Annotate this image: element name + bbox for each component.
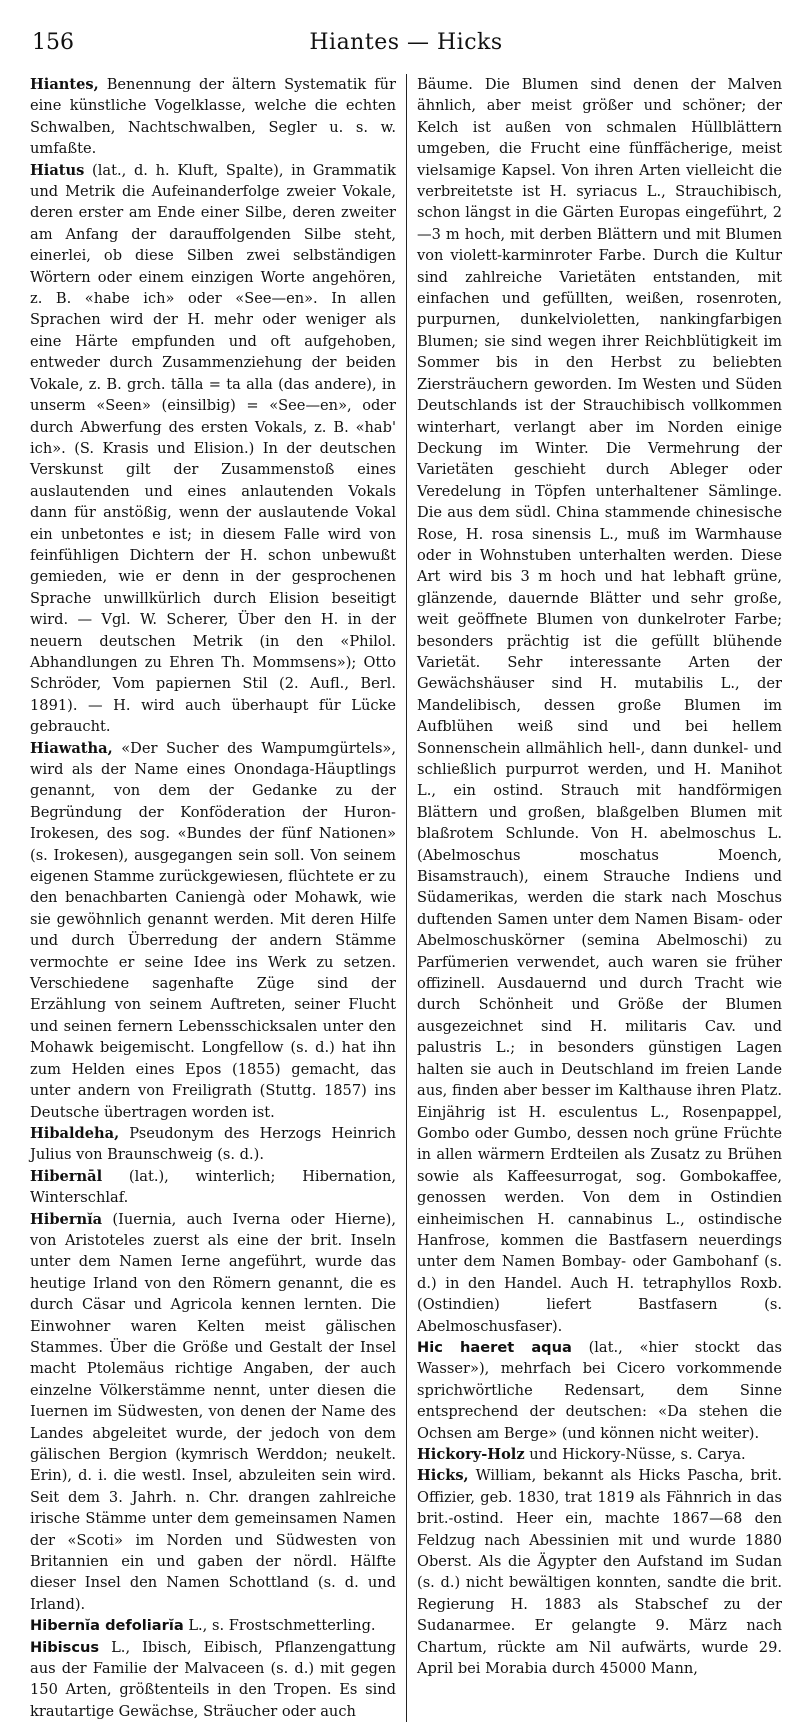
- text-columns: [30, 74, 782, 1722]
- headword: Hicks,: [417, 1467, 469, 1485]
- page-number: 156: [32, 30, 74, 55]
- entry-text: (lat., «hier stockt das Wasser»), mehrfach bei Cicero vorkommende sprichwörtliche Redensart, dem Sinne entsprechend der deutschen: «Da stehen die Ochsen am Berge» (und können nicht weiter).: [417, 1338, 782, 1442]
- entry-text: (lat., d. h. Kluft, Spalte), in Grammatik und Metrik die Aufeinanderfolge zweier Vokale, deren erster am Ende einer Silbe, deren zweiter am Anfang der darauffolgenden Silbe steht, einerlei, ob diese Silben zwei selbständigen Wörtern oder einem einzigen Worte angehören, z. B. «habe ich» oder «See—en». In allen Sprachen wird der H. mehr oder weniger als eine Härte empfunden und oft aufgehoben, entweder durch Zusammenziehung der beiden Vokale, z. B. grch. tālla = ta alla (das andere), in unserm «Seen» (einsilbig) = «See—en», oder durch Abwerfung des ersten Vokals, z. B. «hab' ich». (S. Krasis und Elision.) In der deutschen Verskunst gilt der Zusammenstoß eines auslautenden und eines anlautenden Vokals dann für anstößig, wenn der auslautende Vokal ein unbetontes e ist; in diesem Falle wird von feinfühligen Dichtern der H. schon unbewußt gemieden, wie er denn in der gesprochenen Sprache unwillkürlich durch Elision beseitigt wird. — Vgl. W. Scherer, Über den H. in der neuern deutschen Metrik (in den «Philol. Abhandlungen zu Ehren Th. Mommsens»); Otto Schröder, Vom papiernen Stil (2. Aufl., Berl. 1891). — H. wird auch überhaupt für Lücke gebraucht.: [30, 161, 396, 736]
- entry-hibiscus: [30, 1637, 396, 1722]
- headword: Hiatus: [30, 161, 85, 179]
- entry-hibiscus-continued: [417, 74, 782, 1337]
- entry-hiawatha: [30, 738, 396, 1123]
- page-header: [30, 28, 782, 62]
- headword: Hibernāl: [30, 1167, 103, 1185]
- entry-hiatus: [30, 160, 396, 738]
- entry-text: Benennung der ältern Systematik für eine künstliche Vogelklasse, welche die echten Schwalben, Nachtschwalben, Segler u. s. w. umfaßte.: [30, 76, 396, 158]
- entry-hic-haeret-aqua: [417, 1337, 782, 1444]
- right-column: [406, 74, 782, 1722]
- headword: Hibernĭa: [30, 1210, 103, 1228]
- running-head: Hiantes — Hicks: [309, 30, 503, 55]
- entry-hibernia-defoliaria: [30, 1615, 396, 1636]
- left-column: [30, 74, 406, 1722]
- entry-hibaldeha: [30, 1123, 396, 1166]
- entry-text: (lat.), winterlich; Hibernation, Winterschlaf.: [30, 1167, 396, 1207]
- entry-text: und Hickory-Nüsse, s. Carya.: [524, 1446, 746, 1463]
- headword: Hickory-Holz: [417, 1446, 525, 1463]
- headword: Hibaldeha,: [30, 1124, 120, 1142]
- entry-hibernal: [30, 1166, 396, 1209]
- entry-hickory-holz: [417, 1444, 782, 1465]
- entry-text: «Der Sucher des Wampumgürtels», wird als der Name eines Onondaga-Häuptlings genannt, von dem der Gedanke zu der Begründung der Konföderation der Huron-Irokesen, des sog. «Bundes der fünf Nationen» (s. Irokesen), ausgegangen sein soll. Von seinem eigenen Stamme zurückgewiesen, flüchtete er zu den benachbarten Caniengà oder Mohawk, wie sie gewöhnlich genannt werden. Mit deren Hilfe und durch Überredung der andern Stämme vermochte er seine Idee ins Werk zu setzen. Verschiedene sagenhafte Züge sind der Erzählung von seinem Auftreten, seiner Flucht und seinen fernern Lebensschicksalen unter den Mohawk beigemischt. Longfellow (s. d.) hat ihn zum Helden eines Epos (1855) gemacht, das unter andern von Freiligrath (Stuttg. 1857) ins Deutsche übertragen worden ist.: [30, 739, 396, 1121]
- entry-text: Pseudonym des Herzogs Heinrich Julius von Braunschweig (s. d.).: [30, 1124, 396, 1164]
- headword: Hic haeret aqua: [417, 1338, 572, 1356]
- entry-hicks: [417, 1465, 782, 1679]
- entry-hibernia: [30, 1209, 396, 1616]
- headword: Hibiscus: [30, 1638, 100, 1656]
- entry-text: L., s. Frostschmetterling.: [183, 1617, 376, 1635]
- entry-hiantes: [30, 74, 396, 160]
- entry-text: William, bekannt als Hicks Pascha, brit. Offizier, geb. 1830, trat 1819 als Fähnrich in das brit.-ostind. Heer ein, machte 1867—68 den Feldzug nach Abessinien mit und wurde 1880 Oberst. Als die Ägypter den Aufstand im Sudan (s. d.) nicht bewältigen konnten, sandte die brit. Regierung H. 1883 als Stabschef zu der Sudanarmee. Er gelangte 9. März nach Chartum, rückte am Nil aufwärts, wurde 29. April bei Morabia durch 45000 Mann,: [417, 1467, 782, 1678]
- headword: Hibernĭa defoliarĭa: [30, 1617, 184, 1635]
- headword: Hiantes,: [30, 76, 99, 93]
- entry-text: Bäume. Die Blumen sind denen der Malven ähnlich, aber meist größer und schöner; der Kelch ist außen von schmalen Hüllblättern umgeben, die Frucht eine fünffächerige, meist vielsamige Kapsel. Von ihren Arten vielleicht die verbreitetste ist H. syriacus L., Strauchibisch, schon längst in die Gärten Europas eingeführt, 2—3 m hoch, mit derben Blättern und mit Blumen von violett-karminroter Farbe. Durch die Kultur sind zahlreiche Varietäten entstanden, mit einfachen und gefüllten, weißen, rosenroten, purpurnen, dunkelvioletten, nankingfarbigen Blumen; sie sind wegen ihrer Reichblütigkeit im Sommer bis in den Herbst zu beliebten Ziersträuchern geworden. Im Westen und Süden Deutschlands ist der Strauchibisch vollkommen winterhart, verlangt aber im Norden einige Deckung im Winter. Die Vermehrung der Varietäten geschieht durch Ableger oder Veredelung in Töpfen unterhaltener Sämlinge. Die aus dem südl. China stammende chinesische Rose, H. rosa sinensis L., muß im Warmhause oder in Wohnstuben unterhalten werden. Diese Art wird bis 3 m hoch und hat lebhaft grüne, glänzende, dauernde Blätter und sehr große, weit geöffnete Blumen von dunkelroter Farbe; besonders prächtig ist die gefüllt blühende Varietät. Sehr interessante Arten der Gewächshäuser sind H. mutabilis L., der Mandelibisch, dessen große Blumen im Aufblühen weiß sind und bei hellem Sonnenschein allmählich hell-, dann dunkel- und schließlich purpurrot werden, und H. Manihot L., ein ostind. Strauch mit handförmigen Blättern und großen, blaßgelben Blumen mit blaßrotem Schlunde. Von H. abelmoschus L. (Abelmoschus moschatus Moench, Bisamstrauch), einem Strauche Indiens und Südamerikas, werden die stark nach Moschus duftenden Samen unter dem Namen Bisam- oder Abelmoschuskörner (semina Abelmoschi) zu Parfümerien verwendet, auch waren sie früher offizinell. Ausdauernd und durch Tracht wie durch Schönheit und Größe der Blumen ausgezeichnet sind H. militaris Cav. und palustris L.; in besonders günstigen Lagen halten sie auch in Deutschland im freien Lande aus, finden aber besser im Kalthause ihren Platz. Einjährig ist H. esculentus L., Rosenpappel, Gombo oder Gumbo, dessen noch grüne Früchte in allen wärmern Erdteilen als Zusatz zu Brühen sowie als Kaffeesurrogat, sog. Gombokaffee, genossen werden. Von dem in Ostindien einheimischen H. cannabinus L., ostindische Hanfrose, kommen die Bastfasern neuerdings unter dem Namen Bombay- oder Gambohanf (s. d.) in den Handel. Auch H. tetraphyllos Roxb. (Ostindien) liefert Bastfasern (s. Abelmoschusfaser).: [417, 76, 782, 1335]
- headword: Hiawatha,: [30, 739, 113, 757]
- entry-text: L., Ibisch, Eibisch, Pflanzengattung aus der Familie der Malvaceen (s. d.) mit gegen 150 Arten, größtenteils in den Tropen. Es sind krautartige Gewächse, Sträucher oder auch: [30, 1638, 396, 1720]
- entry-text: (Iuernia, auch Iverna oder Hierne), von Aristoteles zuerst als eine der brit. Inseln unter dem Namen Ierne angeführt, wurde das heutige Irland von den Römern genannt, die es durch Cäsar und Agricola kennen lernten. Die Einwohner waren Kelten meist gälischen Stammes. Über die Größe und Gestalt der Insel macht Ptolemäus richtige Angaben, der auch einzelne Völkerstämme nennt, unter diesen die Iuernen im Südwesten, von denen der Name des Landes abgeleitet wurde, der jedoch von dem gälischen Bergion (kymrisch Werddon; neukelt. Erin), d. i. die westl. Insel, abzuleiten sein wird. Seit dem 3. Jahrh. n. Chr. drangen zahlreiche irische Stämme unter dem gemeinsamen Namen der «Scoti» im Norden und Südwesten von Britannien ein und gaben der nördl. Hälfte dieser Insel den Namen Schottland (s. d. und Irland).: [30, 1210, 396, 1613]
